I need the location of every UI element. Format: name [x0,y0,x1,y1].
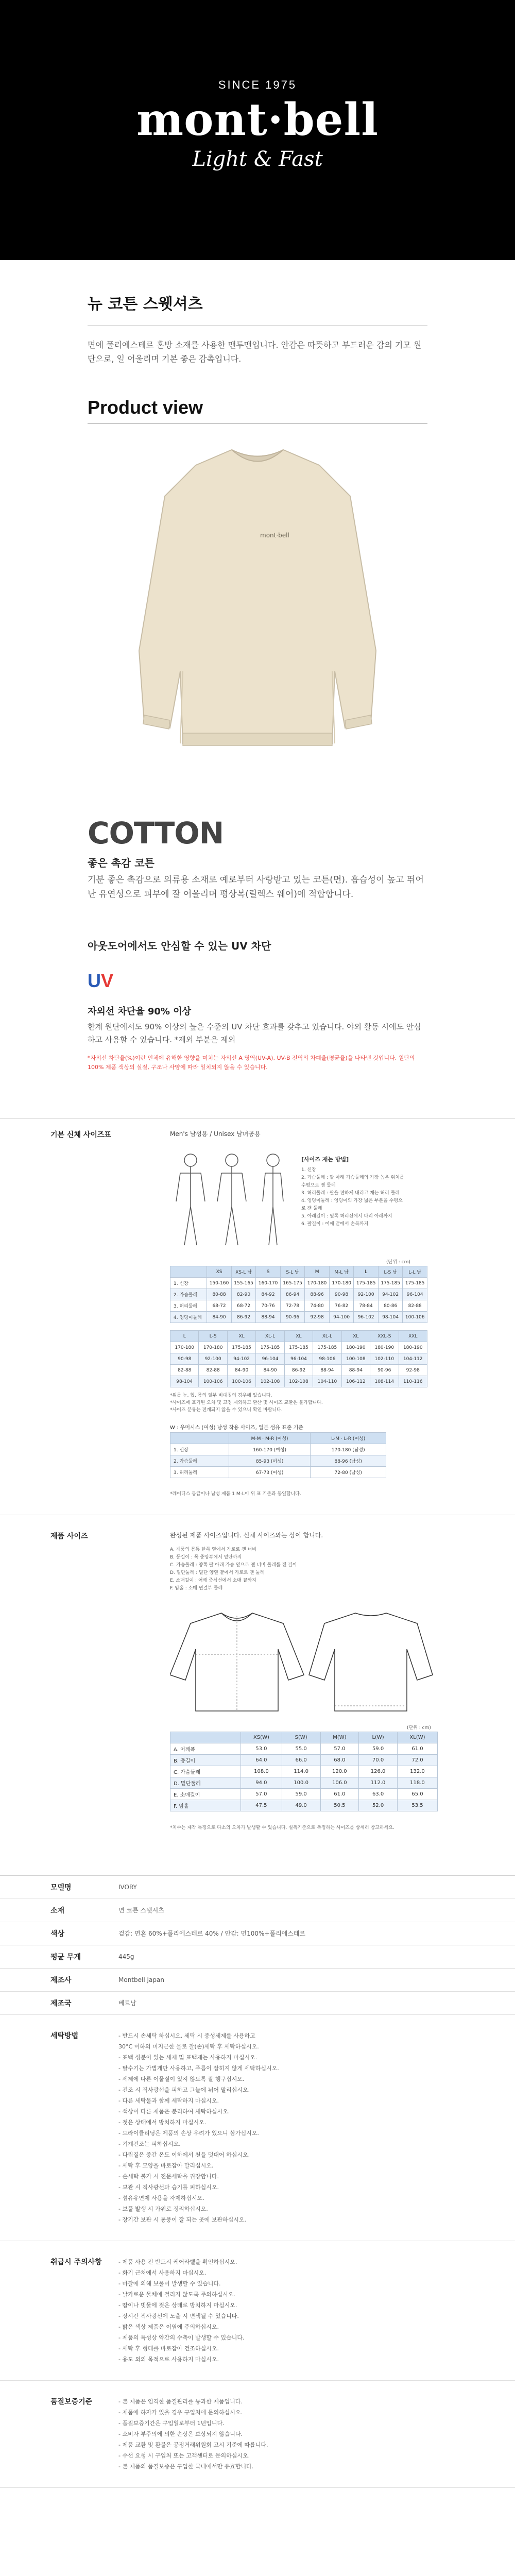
w-header: M-M · M-R (여성) [229,1433,311,1444]
table-cell: 3. 허리둘레 [170,1467,229,1478]
list-item: - 땀이나 빗물에 젖은 상태로 방치하지 마십시오. [118,2302,237,2309]
table-cell: 61.0 [320,1789,359,1800]
table-cell: 72-78 [280,1300,305,1312]
t1-header: S-L 남 [280,1266,305,1278]
list-item: - 색상이 다른 제품은 분리하여 세탁하십시오. [118,2108,230,2115]
table-cell: 110-116 [399,1376,427,1387]
table-row [170,1766,438,1777]
table-cell: 70.0 [359,1755,398,1766]
info-key: 평균 무게 [50,1953,81,1961]
uv-icon [88,966,118,997]
table-cell: 66.0 [282,1755,320,1766]
table-cell: 68-72 [231,1300,256,1312]
table-cell: 88-94 [256,1312,281,1323]
table-cell: 55.0 [282,1743,320,1755]
table-cell: 80-88 [207,1289,232,1300]
table-cell: A. 어깨폭 [170,1743,241,1755]
t2-header: L [170,1331,199,1342]
handling-section [0,2241,515,2381]
warranty-section [0,2381,515,2488]
list-item: - 건조 시 직사광선을 피하고 그늘에 뉘어 말리십시오. [118,2087,250,2093]
list-item: - 섬유유연제 사용을 자제하십시오. [118,2195,204,2201]
table-cell: 175-185 [403,1278,427,1289]
table-cell: F. 암홀 [170,1800,241,1811]
info-value: 겉감: 면혼 60%+폴리에스테르 40% / 안감: 면100%+폴리에스테르 [118,1930,306,1937]
list-item: - 보관 시 직사광선과 습기를 피하십시오. [118,2184,219,2191]
list-item: - 세탁 후 모양을 바로잡아 말리십시오. [118,2162,214,2169]
list-item: - 장시간 직사광선에 노출 시 변색될 수 있습니다. [118,2313,239,2319]
table-row [170,1312,427,1323]
list-item: - 드라이클리닝은 제품의 손상 우려가 있으니 삼가십시오. [118,2130,259,2137]
list-item: - 탈수기는 가볍게만 사용하고, 주름이 잡히지 않게 세탁하십시오. [118,2065,279,2072]
measure-title: [사이즈 재는 방법] [301,1156,349,1163]
t1-header: L-L 남 [403,1266,427,1278]
table-cell: 90-96 [370,1365,399,1376]
ps-header: L(W) [359,1732,398,1743]
info-value: IVORY [118,1884,137,1891]
table-cell: 106-112 [341,1376,370,1387]
table-cell: 76-82 [329,1300,354,1312]
measure-note-3: 3. 허리둘레 : 팔을 편하게 내리고 재는 허리 둘레 [301,1191,400,1196]
w-header: L-M · L-R (여성) [311,1433,386,1444]
table-cell: 86-92 [231,1312,256,1323]
list-item: - 화기 근처에서 사용하지 마십시오. [118,2269,207,2276]
table-row [170,1376,427,1387]
product-info-section [0,1876,515,2015]
table-cell: 94-100 [329,1312,354,1323]
table-cell: 84-90 [256,1365,284,1376]
note-line: *위를 눈, 힙, 몸의 일부 비대칭의 경우에 있습니다. [170,1393,272,1398]
measure-note-6: 6. 팔길이 : 어깨 끝에서 손목까지 [301,1222,369,1227]
info-key: 소재 [50,1907,65,1915]
table-cell: 47.5 [241,1800,282,1811]
table-cell: 170-180 [199,1342,227,1353]
table-cell: 63.0 [359,1789,398,1800]
info-key: 색상 [50,1930,65,1938]
info-row [0,1992,515,2015]
product-size-intro: 완성된 제품 사이즈입니다. 신체 사이즈와는 상이 합니다. [170,1532,323,1539]
table-row [170,1300,427,1312]
basic-size-subtitle: Men's 남성용 / Unisex 남녀공용 [170,1130,261,1138]
table-cell: 82-90 [231,1289,256,1300]
table-cell: 67-73 (여성) [229,1467,311,1478]
table-row [170,1365,427,1376]
body-figure-icon [170,1150,294,1253]
list-item: - 표백 성분이 있는 세제 및 표백제는 사용하지 마십시오. [118,2054,258,2061]
table-cell: 155-165 [231,1278,256,1289]
table-row [170,1755,438,1766]
table-cell: 118.0 [397,1777,437,1789]
list-item: 30°C 이하의 미지근한 물로 찰(손)세탁 후 세탁하십시오. [118,2043,259,2050]
list-item: - 본 제품은 엄격한 품질관리를 통과한 제품입니다. [118,2398,243,2405]
brand-tagline: Light & Fast [192,147,323,171]
table-cell: 52.0 [359,1800,398,1811]
table-cell: 180-190 [399,1342,427,1353]
table-cell: 84-90 [227,1365,255,1376]
t2-header: XXL [399,1331,427,1342]
table-cell: 96-104 [284,1353,313,1365]
legend-line: A. 제품의 몸통 한쪽 옆에서 가로로 잰 너비 [170,1547,256,1552]
legend-line: F. 암홀 : 소매 연결부 둘레 [170,1586,223,1591]
info-row [0,1969,515,1992]
table-cell: 98-104 [378,1312,403,1323]
table-cell: 70-76 [256,1300,281,1312]
table-cell: 68-72 [207,1300,232,1312]
product-size-section [0,1515,515,1876]
list-item: - 날카로운 물체에 걸리지 않도록 주의하십시오. [118,2291,235,2298]
table-cell: 165-175 [280,1278,305,1289]
warranty-label: 품질보증기준 [50,2398,93,2406]
product-title: 뉴 코튼 스웻셔츠 [88,295,203,313]
table-cell: 88-96 (남성) [311,1455,386,1467]
table-cell: 59.0 [359,1743,398,1755]
title-divider [88,325,427,326]
ps-header: XS(W) [241,1732,282,1743]
t2-header: L-S [199,1331,227,1342]
washing-section [0,2015,515,2241]
uv-logo-u: U [88,970,101,991]
table-cell: 3. 허리둘레 [170,1300,207,1312]
table-cell: 88-96 [305,1289,330,1300]
uv-logo-v: V [101,970,114,991]
table-row [170,1455,386,1467]
basic-size-section [0,1118,515,1515]
t1-header [170,1266,207,1278]
w-size-note: *레이디스 등급이나 남성 제품 1 M-L이 위 표 기준과 동일합니다. [170,1492,301,1497]
t1-header: L [354,1266,379,1278]
table-cell: 65.0 [397,1789,437,1800]
garment-diagram-icon [170,1603,438,1721]
table-cell: 90-98 [170,1353,199,1365]
table-cell: 72.0 [397,1755,437,1766]
table-cell: 92-98 [399,1365,427,1376]
uv-section [0,938,515,1072]
cotton-body: 기분 좋은 촉감으로 의류용 소재로 예로부터 사랑받고 있는 코튼(면). 흡습성이 높고 뛰어난 유연성으로 피부에 잘 어울리며 평상복(릴렉스 웨어)에 적합합니다. [88,875,424,900]
uv-heading: 아웃도어에서도 안심할 수 있는 UV 차단 [88,940,271,952]
table-cell: 104-112 [399,1353,427,1365]
table-row [170,1444,386,1455]
table-cell: 74-80 [305,1300,330,1312]
info-value: 445g [118,1953,134,1960]
list-item: - 제품 사용 전 반드시 케어라벨을 확인하십시오. [118,2259,237,2265]
list-item: - 세탁 후 형태를 바로잡아 건조하십시오. [118,2345,219,2352]
table-row [170,1743,438,1755]
table-cell: 98-106 [313,1353,341,1365]
table-cell: 100-108 [341,1353,370,1365]
t1-header: XS [207,1266,232,1278]
table-cell: 82-88 [170,1365,199,1376]
table-cell: 100-106 [199,1376,227,1387]
table-row [170,1289,427,1300]
table-cell: 175-185 [256,1342,284,1353]
product-description: 면에 폴리에스테르 혼방 소재를 사용한 맨투맨입니다. 안감은 따뜻하고 부드러운 감의 기모 원단으로, 일 어울리며 기본 좋은 감촉입니다. [88,340,422,364]
info-key: 제조사 [50,1976,72,1985]
list-item: - 다림질은 중간 온도 이하에서 천을 덧대어 하십시오. [118,2151,250,2158]
info-key: 제조국 [50,1999,72,2008]
measure-note-5: 5. 아래길이 : 옆쪽 허리선에서 다리 아래까지 [301,1214,392,1219]
table-cell: 160-170 [256,1278,281,1289]
table-cell: 94.0 [241,1777,282,1789]
table-cell: 88-94 [313,1365,341,1376]
cotton-heading: COTTON [88,816,224,851]
list-item: - 세제에 다른 이물질이 있지 않도록 잘 헹구십시오. [118,2076,245,2082]
w-size-table [170,1432,386,1478]
info-key: 모델명 [50,1884,72,1892]
table-cell: 108-114 [370,1376,399,1387]
legend-line: B. 등길이 : 목 중앙부에서 밑단까지 [170,1555,242,1560]
table-cell: 92-100 [354,1289,379,1300]
list-item: - 젖은 상태에서 방치하지 마십시오. [118,2119,207,2126]
table-cell: 180-190 [370,1342,399,1353]
basic-size-table-1 [170,1266,427,1323]
list-item: - 용도 외의 목적으로 사용하지 마십시오. [118,2356,219,2363]
legend-line: D. 밑단둘레 : 밑단 양옆 끝에서 가로로 잰 둘레 [170,1570,265,1575]
uv-subheading: 자외선 차단율 90% 이상 [88,1006,191,1017]
brand-logo: mont·bell [136,94,379,146]
handling-label: 취급시 주의사항 [50,2258,102,2266]
ps-header: M(W) [320,1732,359,1743]
table-cell: 175-185 [313,1342,341,1353]
t1-header: M-L 남 [329,1266,354,1278]
table-cell: 59.0 [282,1789,320,1800]
t2-header: XL [341,1331,370,1342]
list-item: - 반드시 손세탁 하십시오. 세탁 시 중성세제를 사용하고 [118,2032,255,2039]
measure-note-2: 2. 가슴둘레 : 팔 아래 가슴둘레의 가장 높은 위치를 수평으로 잰 둘레 [301,1175,404,1188]
table-cell: D. 밑단둘레 [170,1777,241,1789]
basic-size-unit: (단위 : cm) [386,1260,410,1265]
table-cell: 50.5 [320,1800,359,1811]
product-size-notes: *치수는 제작 특징으로 다소의 오차가 발생할 수 있습니다. 실측기준으로 측정하는 사이즈를 상세히 참고하세요. [170,1825,394,1831]
washing-list [118,2030,515,2225]
t2-header: XL [284,1331,313,1342]
table-cell: 170-180 (남성) [311,1444,386,1455]
table-cell: 114.0 [282,1766,320,1777]
table-cell: B. 총길이 [170,1755,241,1766]
t1-header: L-S 남 [378,1266,403,1278]
since-text: SINCE 1975 [218,78,297,91]
list-item: - 수선 요청 시 구입처 또는 고객센터로 문의하십시오. [118,2452,250,2459]
table-cell: 175-185 [284,1342,313,1353]
table-cell: 57.0 [241,1789,282,1800]
table-cell: 86-92 [284,1365,313,1376]
basic-size-notes [170,1392,427,1414]
table-cell: 49.0 [282,1800,320,1811]
table-cell: 98-104 [170,1376,199,1387]
t1-header: S [256,1266,281,1278]
measure-note-1: 1. 신장 [301,1167,316,1173]
table-cell: 86-94 [280,1289,305,1300]
legend-line: C. 가슴둘레 : 양쪽 팔 아래 가슴 옆으로 잰 너비 둘레를 잰 길이 [170,1563,297,1568]
handling-list [118,2257,515,2365]
w-size-title: W : 우머시스 (여성) 남성 착용 사이즈, 일본 섬유 표준 기준 [170,1425,303,1431]
table-cell: 160-170 (여성) [229,1444,311,1455]
legend-line: E. 소매길이 : 어깨 중심선에서 소매 끝까지 [170,1578,256,1583]
ps-header [170,1732,241,1743]
table-row [170,1353,427,1365]
table-cell: 90-98 [329,1289,354,1300]
product-size-table [170,1732,438,1811]
table-row [170,1342,427,1353]
table-cell: 120.0 [320,1766,359,1777]
table-cell: 85-93 (여성) [229,1455,311,1467]
info-value: Montbell Japan [118,1976,164,1984]
table-cell: 72-80 (남성) [311,1467,386,1478]
table-cell: 94-102 [378,1289,403,1300]
table-row [170,1800,438,1811]
info-value: 면 코튼 스웻셔츠 [118,1907,164,1914]
list-item: - 소비자 부주의에 의한 손상은 보상되지 않습니다. [118,2431,243,2437]
product-size-label: 제품 사이즈 [50,1532,88,1540]
list-item: - 제품의 특성상 약간의 수축이 발생할 수 있습니다. [118,2334,245,2341]
table-cell: 100-106 [403,1312,427,1323]
table-cell: 92-100 [199,1353,227,1365]
product-size-unit: (단위 : cm) [407,1725,431,1731]
basic-size-label: 기본 신체 사이즈표 [50,1131,111,1139]
table-cell: 180-190 [341,1342,370,1353]
table-cell: 4. 엉덩이둘레 [170,1312,207,1323]
table-cell: 1. 신장 [170,1278,207,1289]
info-value: 베트남 [118,1999,136,2007]
table-cell: 82-88 [403,1300,427,1312]
w-header [170,1433,229,1444]
brand-header [0,0,515,260]
info-row [0,1922,515,1945]
table-cell: 175-185 [354,1278,379,1289]
table-row [170,1467,386,1478]
product-view-title: Product view [88,397,203,418]
table-row [170,1789,438,1800]
table-cell: 84-92 [256,1289,281,1300]
table-cell: 64.0 [241,1755,282,1766]
table-cell: 84-90 [207,1312,232,1323]
list-item: - 다른 세탁물과 함께 세탁하지 마십시오. [118,2097,219,2104]
t1-header: XS-L 남 [231,1266,256,1278]
table-cell: 108.0 [241,1766,282,1777]
list-item: - 제품에 하자가 있을 경우 구입처에 문의하십시오. [118,2409,243,2416]
ps-header: XL(W) [397,1732,437,1743]
table-cell: 88-94 [341,1365,370,1376]
t2-header: XL-L [313,1331,341,1342]
list-item: - 본 제품의 품질보증은 구입한 국내에서만 유효합니다. [118,2463,254,2470]
table-cell: 61.0 [397,1743,437,1755]
info-row [0,1876,515,1899]
table-cell: 106.0 [320,1777,359,1789]
table-cell: 102-108 [256,1376,284,1387]
table-cell: 82-88 [199,1365,227,1376]
basic-size-table-2 [170,1330,427,1387]
table-cell: 1. 신장 [170,1444,229,1455]
warranty-list [118,2396,515,2472]
table-cell: 102-108 [284,1376,313,1387]
table-cell: 104-110 [313,1376,341,1387]
table-cell: C. 가슴둘레 [170,1766,241,1777]
table-cell: 90-96 [280,1312,305,1323]
table-cell: 2. 가슴둘레 [170,1289,207,1300]
table-cell: 170-180 [305,1278,330,1289]
table-cell: 2. 가슴둘레 [170,1455,229,1467]
note-line: *사이즈 분류는 전개되지 않을 수 있으니 확인 바랍니다. [170,1408,283,1413]
table-cell: 175-185 [227,1342,255,1353]
table-cell: 94-102 [227,1353,255,1365]
t2-header: XXL-S [370,1331,399,1342]
table-row [170,1777,438,1789]
table-cell: 53.5 [397,1800,437,1811]
table-cell: 96-102 [354,1312,379,1323]
table-cell: 102-110 [370,1353,399,1365]
table-cell: 175-185 [378,1278,403,1289]
table-cell: 57.0 [320,1743,359,1755]
table-cell: E. 소매길이 [170,1789,241,1800]
cotton-subheading: 좋은 촉감 코튼 [88,857,154,869]
table-cell: 132.0 [397,1766,437,1777]
list-item: - 보풀 발생 시 가위로 정리하십시오. [118,2206,208,2212]
list-item: - 손세탁 불가 시 전문세탁을 권장합니다. [118,2173,219,2180]
t2-header: XL-L [256,1331,284,1342]
info-row [0,1899,515,1922]
uv-note: *자외선 차단율(%)이란 인체에 유해한 영향을 미치는 자외선 A 영역(UV-A), UV-B 전역의 차폐율(평균율)을 나타낸 것입니다. 원단의 100% 제품 색상의 실질, 구조나 사양에 따라 일치되지 않을 수 있습니다. [88,1055,415,1071]
intro-section [0,291,515,366]
list-item: - 품질보증기간은 구입일로부터 1년입니다. [118,2420,225,2427]
table-cell: 78-84 [354,1300,379,1312]
t2-header: XL [227,1331,255,1342]
table-cell: 68.0 [320,1755,359,1766]
ps-header: S(W) [282,1732,320,1743]
table-cell: 170-180 [170,1342,199,1353]
note-line: *사이즈에 표기된 오차 및 고정 제외하고 환산 및 사이즈 교환은 불가합니다. [170,1400,323,1405]
list-item: - 기계건조는 피하십시오. [118,2141,181,2147]
list-item: - 장기간 보관 시 통풍이 잘 되는 곳에 보관하십시오. [118,2216,246,2223]
uv-body: 한계 원단에서도 90% 이상의 높은 수준의 UV 차단 효과를 갖추고 있습니다. 야외 활동 시에도 안심하고 사용할 수 있습니다. *제외 부분은 제외 [88,1022,421,1044]
washing-label: 세탁방법 [50,2032,79,2040]
list-item: - 밝은 색상 제품은 이염에 주의하십시오. [118,2324,219,2330]
table-cell: 92-98 [305,1312,330,1323]
table-row [170,1278,427,1289]
list-item: - 제품 교환 및 환불은 공정거래위원회 고시 기준에 따릅니다. [118,2442,268,2448]
product-view [0,424,515,810]
table-cell: 96-104 [403,1289,427,1300]
list-item: - 마찰에 의해 보풀이 발생할 수 있습니다. [118,2280,221,2287]
product-size-legend [170,1546,427,1592]
measure-note-4: 4. 엉덩이둘레 : 엉덩이의 가장 넓은 부분을 수평으로 잰 둘레 [301,1198,403,1211]
sweatshirt-image [129,434,386,795]
table-cell: 96-104 [256,1353,284,1365]
table-cell: 170-180 [329,1278,354,1289]
t1-header: M [305,1266,330,1278]
cotton-section [0,816,515,902]
chest-logo: mont·bell [260,532,289,539]
table-cell: 53.0 [241,1743,282,1755]
measure-guide [301,1155,404,1228]
table-cell: 112.0 [359,1777,398,1789]
table-cell: 100.0 [282,1777,320,1789]
table-cell: 150-160 [207,1278,232,1289]
table-cell: 126.0 [359,1766,398,1777]
info-row [0,1945,515,1969]
table-cell: 80-86 [378,1300,403,1312]
table-cell: 100-106 [227,1376,255,1387]
